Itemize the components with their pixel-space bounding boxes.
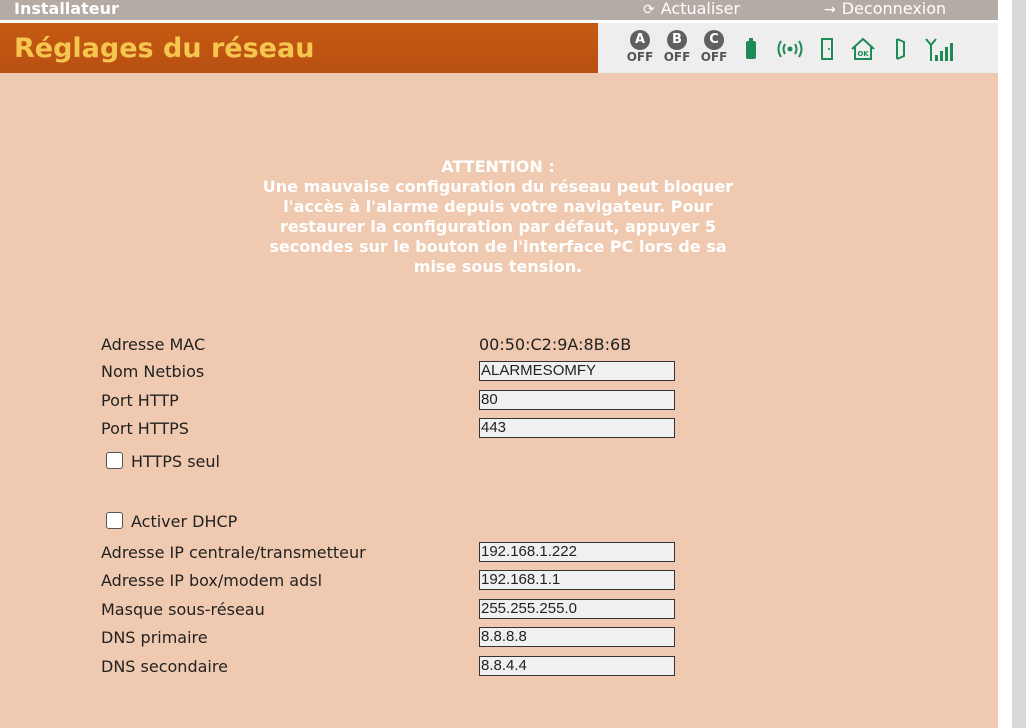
gsm-signal-icon (924, 37, 956, 63)
https-port-label: Port HTTPS (101, 419, 189, 438)
arrow-right-icon: → (824, 2, 836, 18)
zone-b-state: OFF (663, 50, 691, 64)
door-open-icon (894, 37, 908, 61)
zone-a-icon: A (630, 30, 650, 50)
dns-secondary-label: DNS secondaire (101, 657, 228, 676)
user-role: Installateur (14, 0, 119, 18)
zone-a-state: OFF (626, 50, 654, 64)
battery-icon (745, 37, 757, 61)
home-ok-icon (850, 37, 876, 61)
top-bar (0, 0, 998, 20)
radio-signal-icon (774, 37, 806, 61)
subnet-mask-label: Masque sous-réseau (101, 600, 265, 619)
subnet-mask-input[interactable]: 255.255.255.0 (479, 599, 675, 619)
http-port-label: Port HTTP (101, 391, 179, 410)
vertical-scrollbar[interactable] (1012, 0, 1026, 728)
page-header (0, 20, 998, 73)
https-only-checkbox[interactable] (106, 452, 123, 469)
dhcp-checkbox[interactable] (106, 512, 123, 529)
dns-primary-label: DNS primaire (101, 628, 208, 647)
page-title: Réglages du réseau (14, 33, 315, 64)
zone-c-icon: C (704, 30, 724, 50)
dns-secondary-input[interactable]: 8.8.4.4 (479, 656, 675, 676)
https-only-option[interactable]: HTTPS seul (106, 452, 220, 472)
dhcp-option[interactable]: Activer DHCP (106, 512, 237, 532)
scrollbar-track (998, 0, 1012, 728)
zone-c-status (696, 30, 732, 64)
logout-link[interactable]: → Deconnexion (824, 0, 947, 18)
mac-value: 00:50:C2:9A:8B:6B (479, 335, 632, 354)
warning-message: ATTENTION : Une mauvaise configuration du réseau peut bloquer l'accès à l'alarme depuis votre navigateur. Pour restaurer la configuration par défaut, appuyer 5 secondes sur le bouton de l'interface PC lors de sa mise sous tension. (262, 157, 734, 276)
refresh-icon: ⟳ (643, 2, 655, 18)
https-port-input[interactable]: 443 (479, 418, 675, 438)
title-band (0, 23, 598, 73)
refresh-link[interactable]: ⟳ Actualiser (643, 0, 741, 18)
mac-label: Adresse MAC (101, 335, 206, 354)
netbios-input[interactable]: ALARMESOMFY (479, 361, 675, 381)
http-port-input[interactable]: 80 (479, 390, 675, 410)
svg-text:OK: OK (857, 50, 869, 58)
ip-central-input[interactable]: 192.168.1.222 (479, 542, 675, 562)
ip-central-label: Adresse IP centrale/transmetteur (101, 543, 366, 562)
ip-box-label: Adresse IP box/modem adsl (101, 571, 323, 590)
zone-b-icon: B (667, 30, 687, 50)
content-area (0, 73, 998, 728)
door-icon (820, 37, 834, 61)
dns-primary-input[interactable]: 8.8.8.8 (479, 627, 675, 647)
netbios-label: Nom Netbios (101, 362, 205, 381)
zone-a-status (622, 30, 658, 64)
zone-b-status (659, 30, 695, 64)
ip-box-input[interactable]: 192.168.1.1 (479, 570, 675, 590)
status-icon-bar (598, 23, 998, 73)
zone-c-state: OFF (700, 50, 728, 64)
